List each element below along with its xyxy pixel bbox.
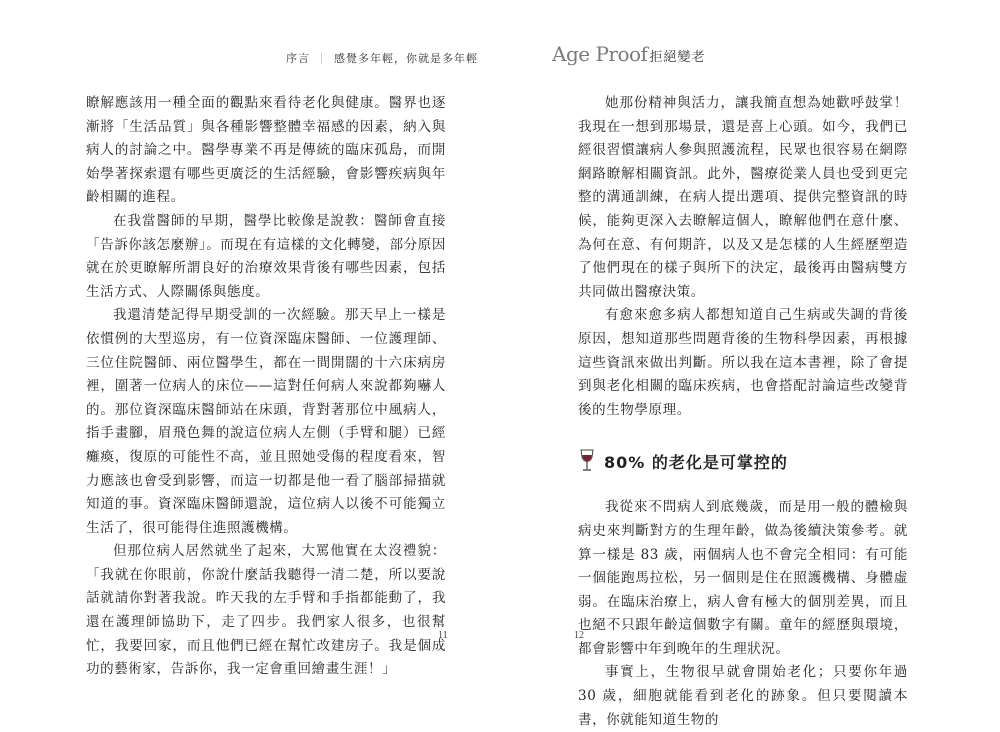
book-brand: Age Proof — [552, 42, 648, 66]
paragraph: 事實上，生物很早就會開始老化；只要你年過 30 歲，細胞就能看到老化的跡象。但只要閱讀本書，你就能知道生物的 — [578, 664, 908, 728]
paragraph: 我還清楚記得早期受訓的一次經驗。那天早上一樣是依慣例的大型巡房，有一位資深臨床醫師、一位護理師、三位住院醫師、兩位醫學生，都在一間開闊的十六床病房裡，圍著一位病人的床位——這對任何病人來說都夠嚇人的。那位資深臨床醫師站在床頭，背對著那位中風病人，指手畫腳，眉飛色舞的說這位病人左側（手臂和腿）已經癱瘓，復原的可能性不高，並且照她受傷的程度看來，智力應該也會受到影響，而這一切都是他一看了腦部掃描就知道的事。資深臨床醫師還說，這位病人以後不可能獨立生活了，很可能得住進照護機構。 — [86, 307, 446, 536]
paragraph: 我從來不問病人到底幾歲，而是用一般的體檢與病史來判斷對方的生理年齡，做為後續決策參考。就算一樣是 83 歲，兩個病人也不會完全相同：有可能一個能跑馬拉松，另一個則是住在照護機構、身體虛弱。在臨床治療上，病人會有極大的個別差異，而且也絕不只跟年齡這個數字有關。童年的經歷與環境，都會影響中年到晚年的生理狀況。 — [578, 499, 908, 657]
left-body-text — [86, 92, 446, 682]
left-page — [86, 0, 478, 678]
running-header-left — [286, 50, 526, 66]
right-body-text — [578, 92, 908, 732]
running-header-right — [552, 42, 705, 66]
paragraph: 在我當醫師的早期，醫學比較像是說教：醫師會直接「告訴你該怎麼辦」。而現在有這樣的文化轉變，部分原因就在於更瞭解所謂良好的治療效果背後有哪些因素，包括生活方式、人際關係與態度。 — [86, 212, 446, 300]
book-subtitle: 拒絕變老 — [649, 50, 706, 65]
header-chapter-title: 感覺多年輕，你就是多年輕 — [334, 52, 478, 65]
paragraph: 瞭解應該用一種全面的觀點來看待老化與健康。醫界也逐漸將「生活品質」與各種影響整體幸福感的因素，納入與病人的討論之中。醫學專業不再是傳統的臨床孤島，而開始學著探索還有哪些更廣泛的生活經驗，會影響疾病與年齡相關的進程。 — [86, 95, 446, 206]
paragraph: 但那位病人居然就坐了起來，大罵他實在太沒禮貌：「我就在你眼前，你說什麼話我聽得一清二楚，所以要說話就請你對著我說。昨天我的左手臂和手指都能動了，我還在護理師協助下，走了四步。我們家人很多，也很幫忙，我要回家，而且他們已經在幫忙改建房子。我是個成功的藝術家，告訴你，我一定會重回繪畫生涯！」 — [86, 543, 446, 678]
header-section: 序言 — [286, 52, 310, 65]
right-page — [552, 0, 908, 728]
paragraph: 有愈來愈多病人都想知道自己生病或失調的背後原因，想知道那些問題背後的生物科學因素，再根據這些資訊來做出判斷。所以我在這本書裡，除了會提到與老化相關的臨床疾病，也會搭配討論這些改變背後的生物學原理。 — [578, 307, 908, 418]
paragraph: 她那份精神與活力，讓我簡直想為她歡呼鼓掌！我現在一想到那場景，還是喜上心頭。如今，我們已經很習慣讓病人參與照護流程，民眾也很容易在網際網路瞭解相關資訊。此外，醫療從業人員也受到更完整的溝通訓練，在病人提出選項、提供完整資訊的時候，能夠更深入去瞭解這個人，瞭解他們在意什麼、為何在意、有何期許，以及又是怎樣的人生經歷塑造了他們現在的樣子與所下的決定，最後再由醫病雙方共同做出醫療決策。 — [578, 95, 908, 300]
section-heading — [578, 446, 908, 476]
section-title: 80% 的老化是可掌控的 — [604, 452, 788, 472]
wine-glass-icon — [578, 449, 596, 473]
page-number: 12 — [574, 630, 584, 641]
header-separator: ｜ — [316, 52, 328, 65]
page-number: 11 — [438, 630, 448, 641]
